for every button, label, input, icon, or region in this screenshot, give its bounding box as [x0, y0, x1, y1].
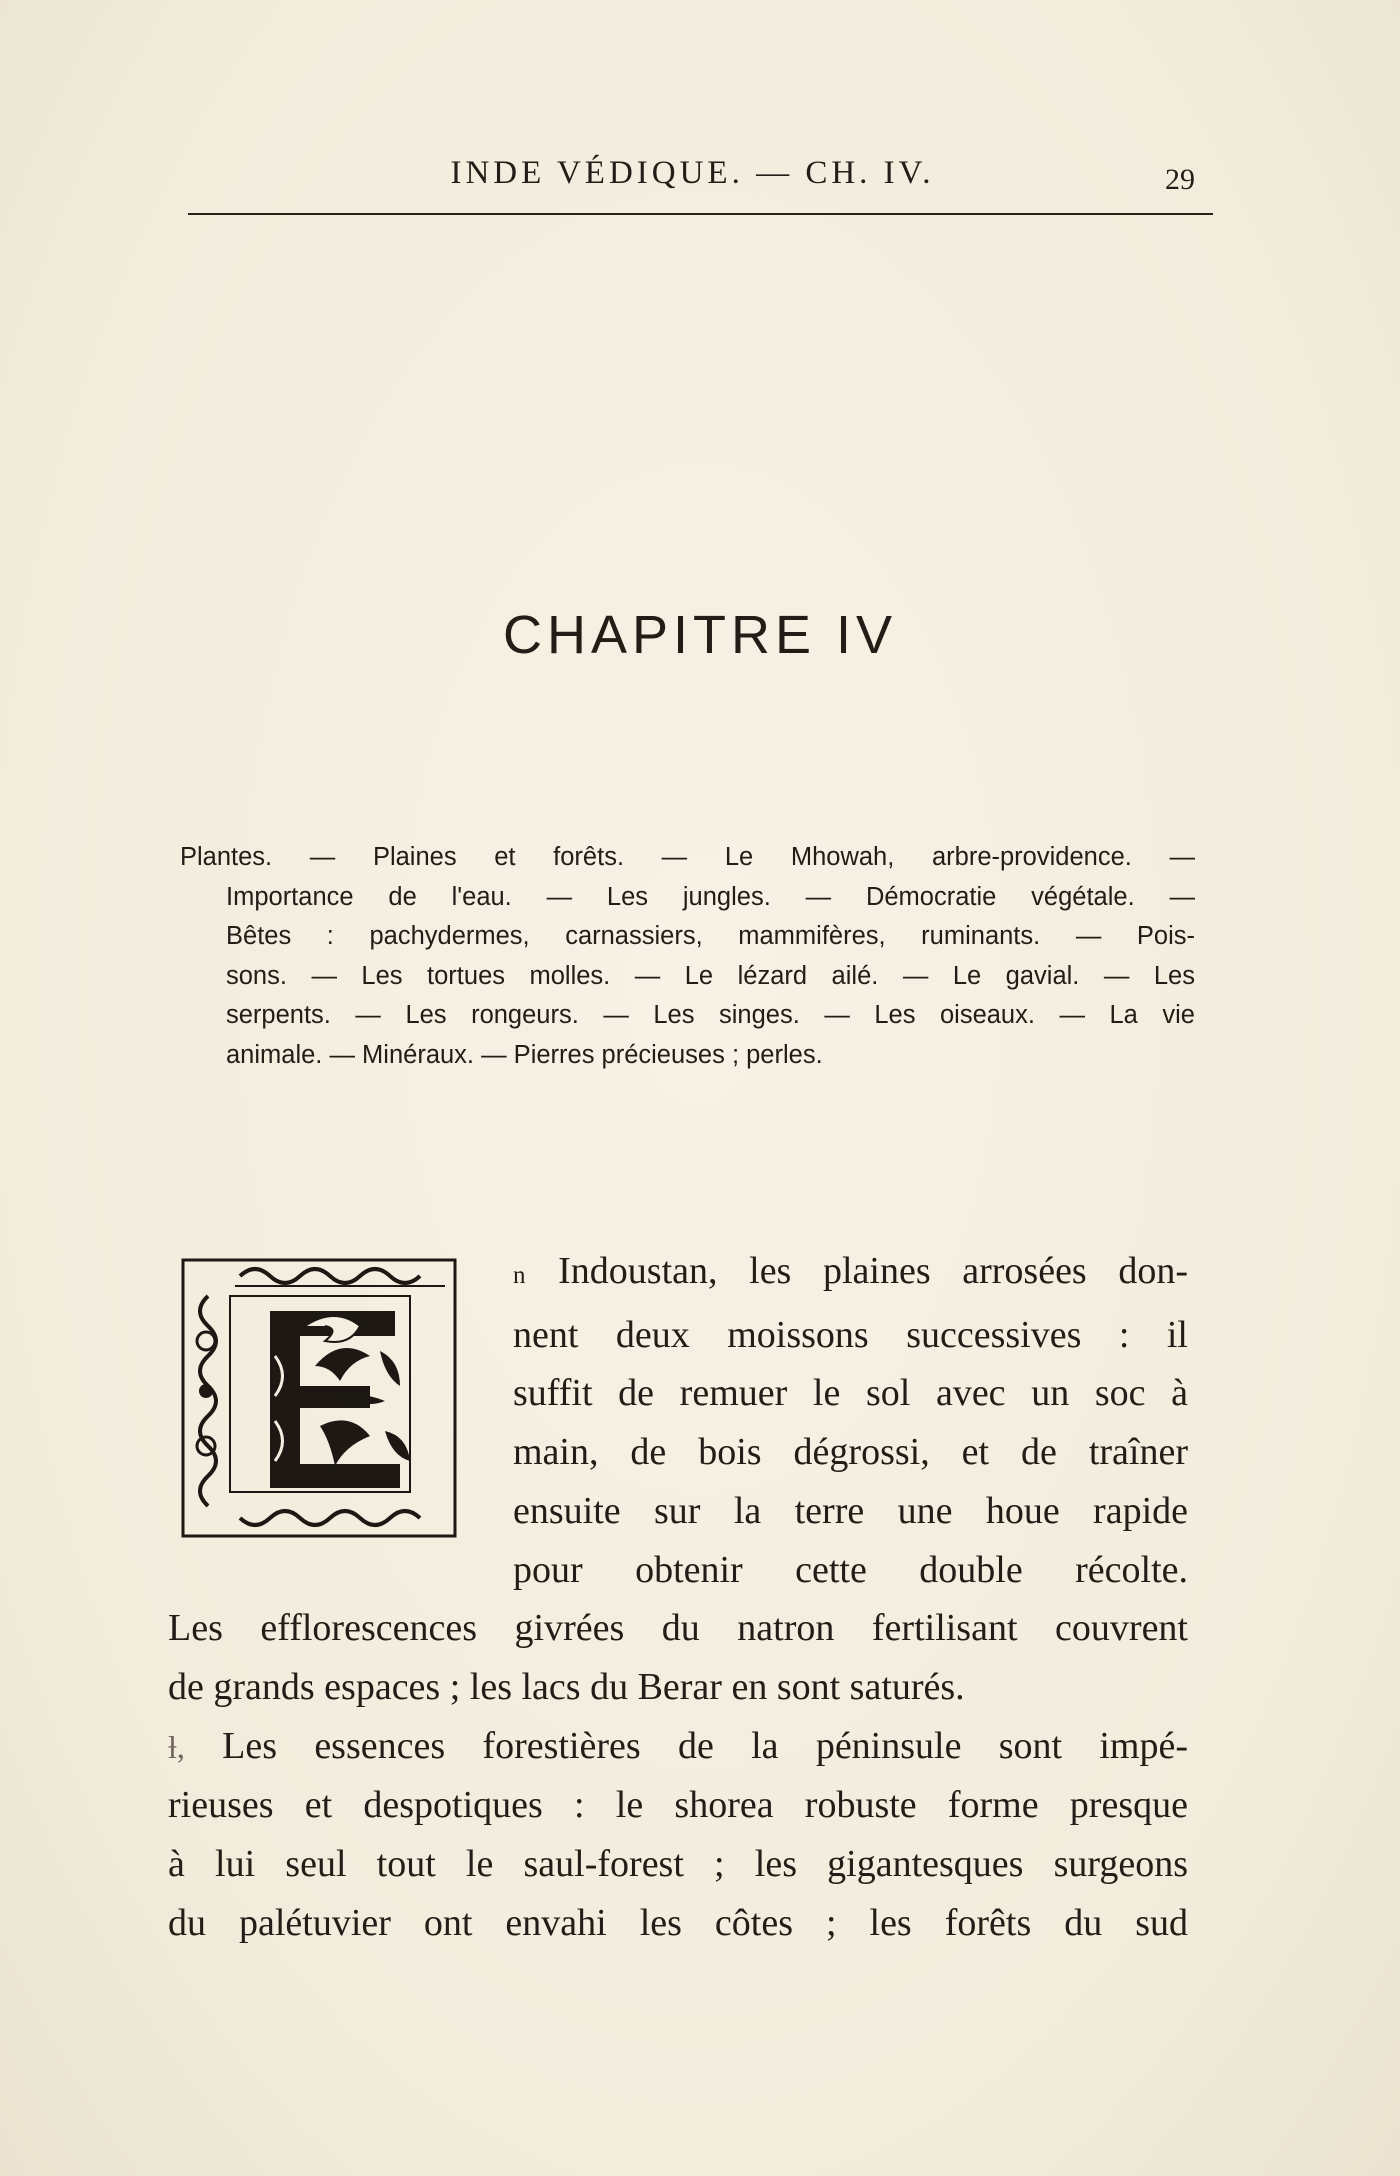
body-line: rieuses et despotiques : le shorea robuste forme presque — [168, 1784, 1188, 1827]
body-line: Les efflorescences givrées du natron fertilisant couvrent — [168, 1607, 1188, 1650]
body-line: main, de bois dégrossi, et de traîner — [513, 1431, 1188, 1474]
summary-line: animale. — Minéraux. — Pierres précieuses ; perles. — [226, 1040, 823, 1069]
body-line: n Indoustan, les plaines arrosées don- — [513, 1250, 1189, 1292]
body-line: à lui seul tout le saul-forest ; les gigantesques surgeons — [168, 1843, 1188, 1886]
summary-line: serpents. — Les rongeurs. — Les singes. — Les oiseaux. — La vie — [226, 1001, 1195, 1029]
body-text — [168, 1242, 1188, 1952]
body-line: suffit de remuer le sol avec un soc à — [513, 1372, 1188, 1415]
summary-line: Bêtes : pachydermes, carnassiers, mammifères, ruminants. — Pois- — [226, 922, 1195, 950]
stray-mark: ƚ, — [168, 1728, 185, 1765]
summary-line: Plantes. — Plaines et forêts. — Le Mhowah, arbre-providence. — — [180, 843, 1195, 871]
chapter-title: CHAPITRE IV — [502, 605, 898, 665]
dropcap-continuation: n — [513, 1262, 527, 1289]
body-line: ensuite sur la terre une houe rapide — [513, 1489, 1188, 1532]
chapter-summary — [180, 838, 1195, 1075]
header-rule — [188, 213, 1213, 215]
summary-line: sons. — Les tortues molles. — Le lézard ailé. — Le gavial. — Les — [226, 961, 1195, 990]
page-number: 29 — [1165, 163, 1195, 196]
running-header — [170, 150, 1215, 196]
body-line: pour obtenir cette double récolte. — [513, 1548, 1188, 1591]
running-title: INDE VÉDIQUE. — CH. IV. — [450, 155, 935, 191]
body-line: ƚ, Les essences forestières de la péninsule sont impé- — [168, 1724, 1188, 1767]
body-line: du palétuvier ont envahi les côtes ; les forêts du sud — [168, 1901, 1188, 1944]
summary-line: Importance de l'eau. — Les jungles. — Démocratie végétale. — — [226, 882, 1195, 911]
body-line: nent deux moissons successives : il — [513, 1313, 1188, 1356]
body-line: de grands espaces ; les lacs du Berar en sont saturés. — [168, 1665, 965, 1708]
